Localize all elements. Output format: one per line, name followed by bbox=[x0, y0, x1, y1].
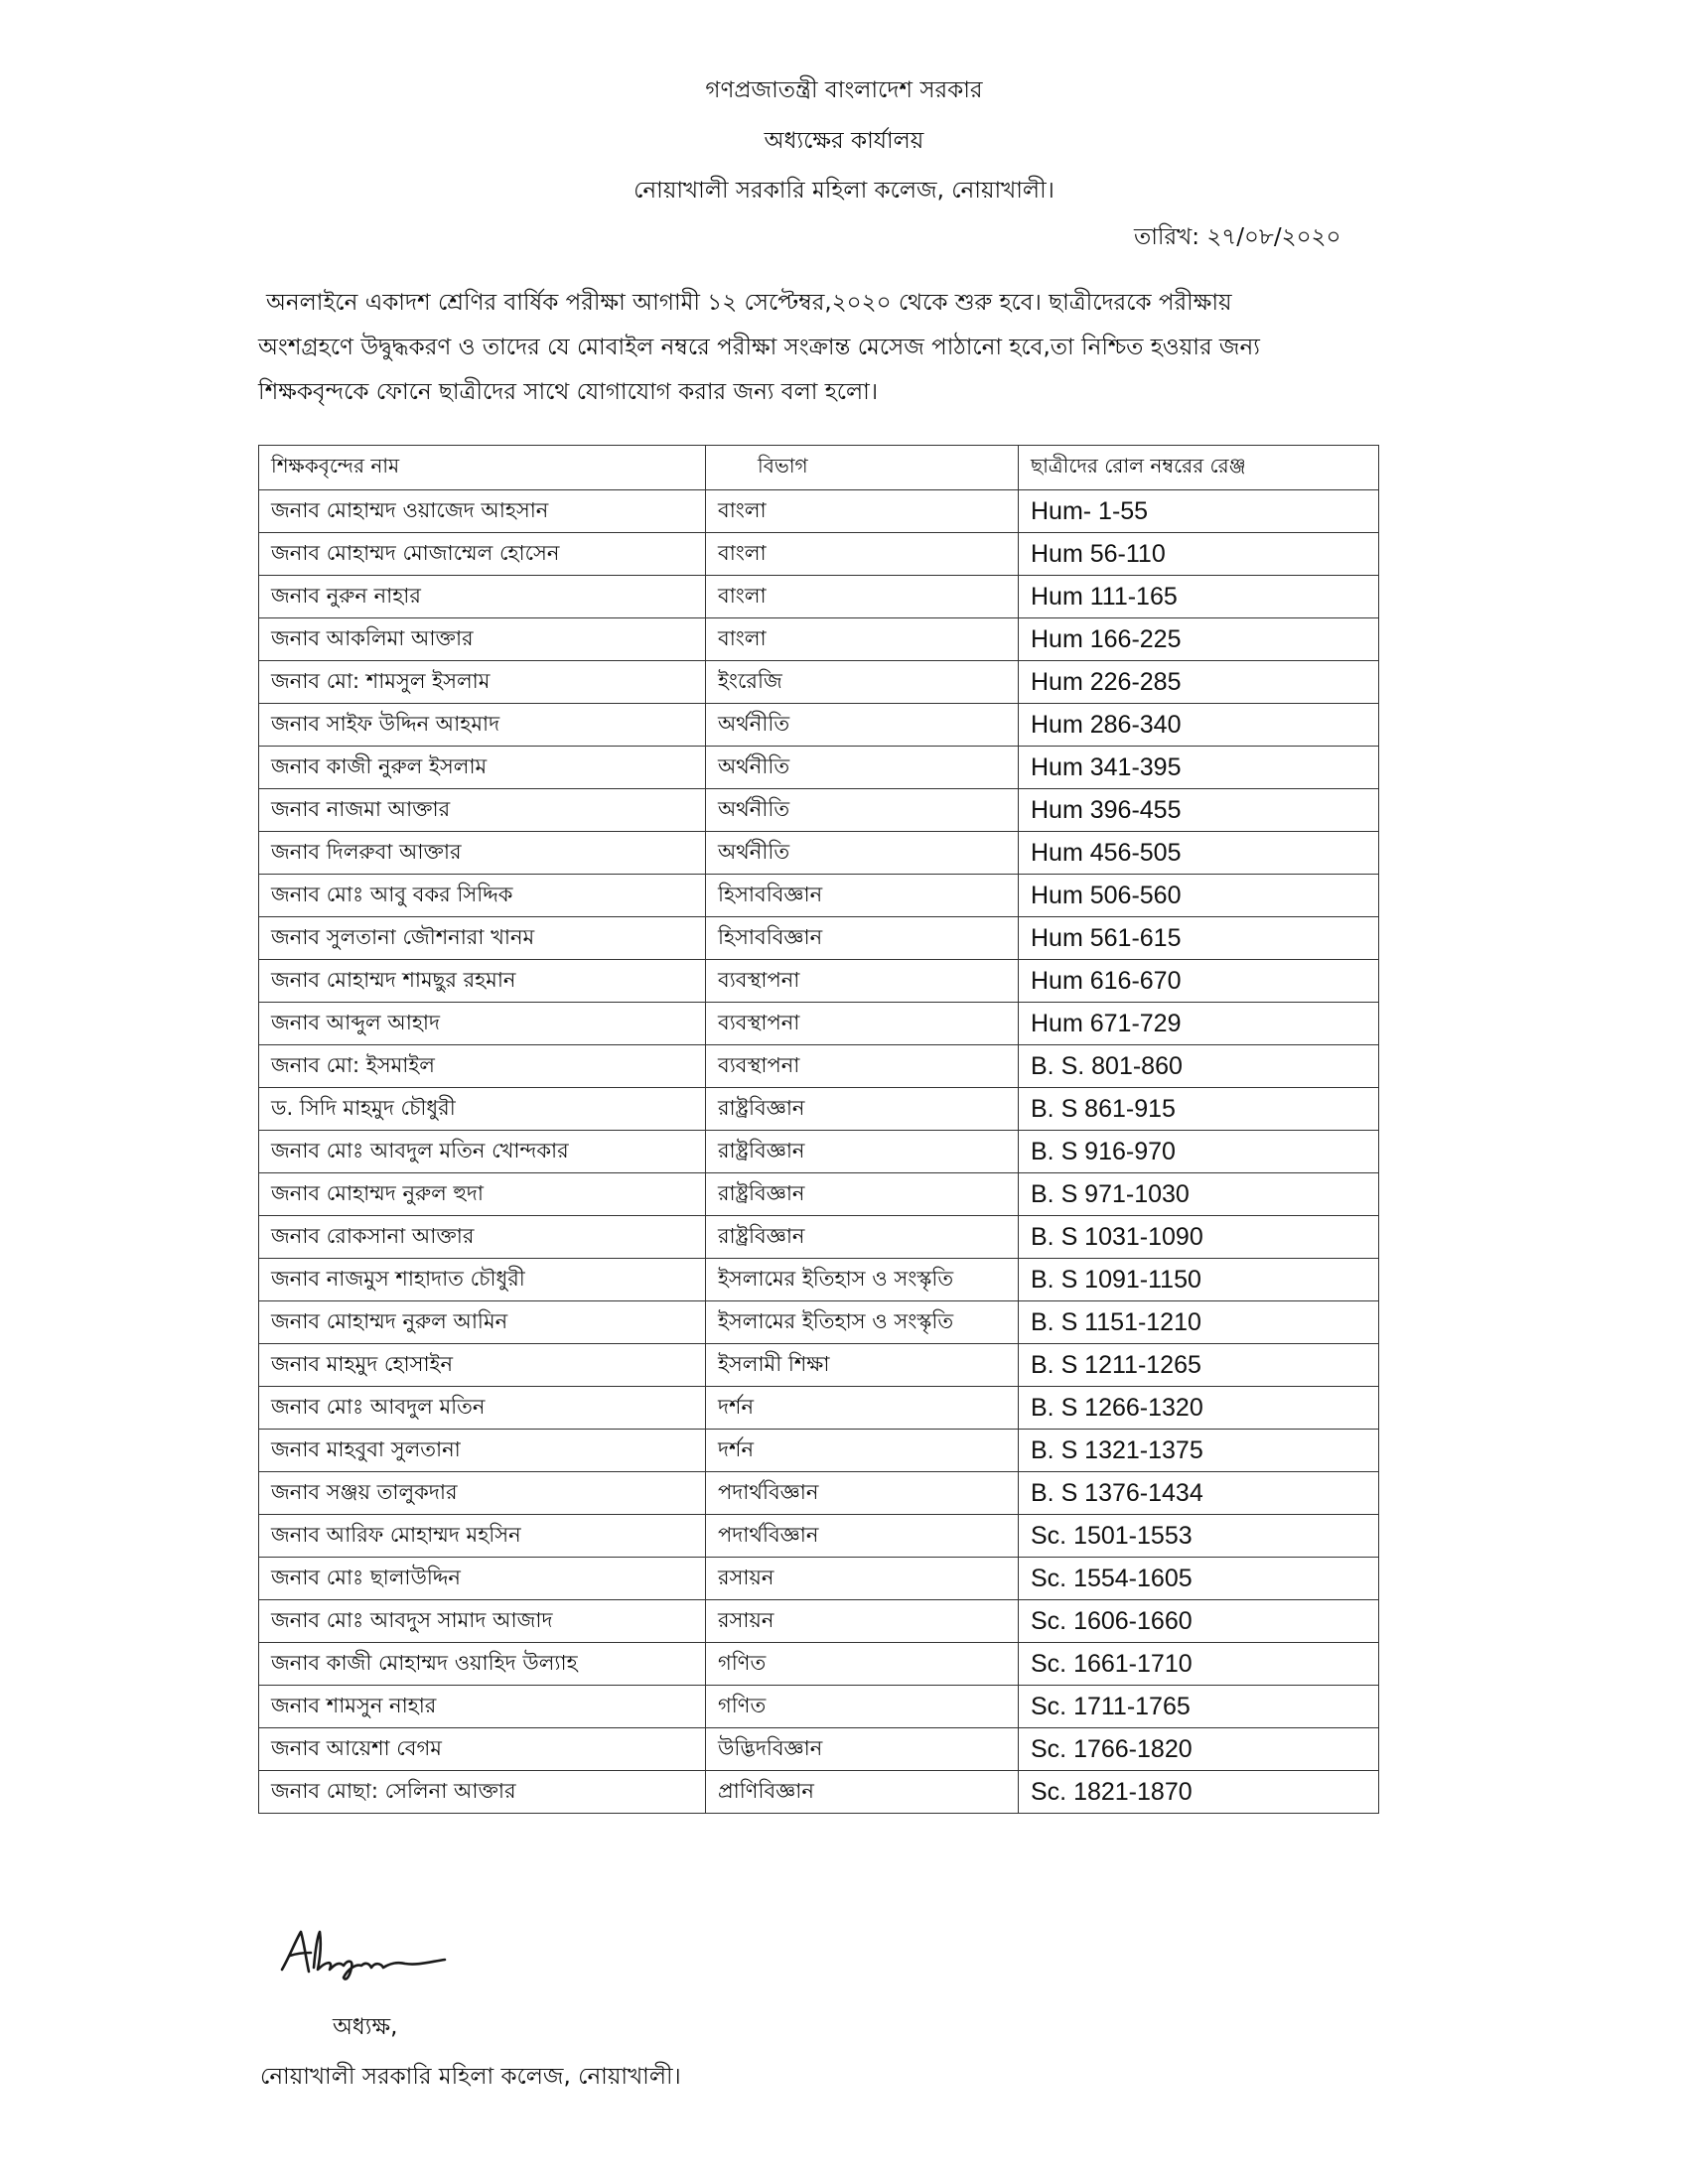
teacher-name-cell: জনাব সঞ্জয় তালুকদার bbox=[259, 1472, 706, 1515]
table-row bbox=[259, 1344, 1379, 1387]
department-cell: ইংরেজি bbox=[706, 661, 1019, 704]
table-row bbox=[259, 1515, 1379, 1558]
table-row bbox=[259, 618, 1379, 661]
table-row bbox=[259, 490, 1379, 533]
table-row bbox=[259, 960, 1379, 1003]
table-row bbox=[259, 1430, 1379, 1472]
teacher-name-cell: জনাব শামসুন নাহার bbox=[259, 1686, 706, 1728]
signature-image bbox=[274, 1926, 453, 1983]
roll-range-cell: Hum 166-225 bbox=[1019, 618, 1379, 661]
teacher-name-cell: জনাব মো: ইসমাইল bbox=[259, 1045, 706, 1088]
roll-range-cell: Hum 226-285 bbox=[1019, 661, 1379, 704]
teacher-name-cell: জনাব মোহাম্মদ শামছুর রহমান bbox=[259, 960, 706, 1003]
table-row bbox=[259, 1173, 1379, 1216]
department-cell: বাংলা bbox=[706, 618, 1019, 661]
roll-range-cell: B. S 916-970 bbox=[1019, 1131, 1379, 1173]
roll-range-cell: Sc. 1661-1710 bbox=[1019, 1643, 1379, 1686]
department-cell: ইসলামের ইতিহাস ও সংস্কৃতি bbox=[706, 1259, 1019, 1301]
teacher-name-cell: জনাব মো: শামসুল ইসলাম bbox=[259, 661, 706, 704]
department-cell: ব্যবস্থাপনা bbox=[706, 960, 1019, 1003]
table-row bbox=[259, 917, 1379, 960]
notice-line: শিক্ষকবৃন্দকে ফোনে ছাত্রীদের সাথে যোগাযোগ করার জন্য বলা হলো। bbox=[258, 379, 879, 405]
department-cell: রসায়ন bbox=[706, 1558, 1019, 1600]
teacher-name-cell: জনাব দিলরুবা আক্তার bbox=[259, 832, 706, 875]
department-cell: রাষ্ট্রবিজ্ঞান bbox=[706, 1088, 1019, 1131]
teacher-name-cell: জনাব আয়েশা বেগম bbox=[259, 1728, 706, 1771]
notice-body bbox=[258, 281, 1410, 415]
roll-range-cell: Sc. 1501-1553 bbox=[1019, 1515, 1379, 1558]
table-row bbox=[259, 1558, 1379, 1600]
principal-signature bbox=[274, 1926, 453, 1987]
department-cell: পদার্থবিজ্ঞান bbox=[706, 1472, 1019, 1515]
header-college: নোয়াখালী সরকারি মহিলা কলেজ, নোয়াখালী। bbox=[633, 178, 1055, 204]
table-row bbox=[259, 576, 1379, 618]
department-cell: পদার্থবিজ্ঞান bbox=[706, 1515, 1019, 1558]
teacher-name-cell: জনাব মোহাম্মদ ওয়াজেদ আহসান bbox=[259, 490, 706, 533]
table-row bbox=[259, 1259, 1379, 1301]
table-row bbox=[259, 1643, 1379, 1686]
table-row bbox=[259, 875, 1379, 917]
department-cell: গণিত bbox=[706, 1686, 1019, 1728]
roll-range-cell: Hum 111-165 bbox=[1019, 576, 1379, 618]
department-cell: রাষ্ট্রবিজ্ঞান bbox=[706, 1131, 1019, 1173]
roll-range-cell: Sc. 1554-1605 bbox=[1019, 1558, 1379, 1600]
table-row bbox=[259, 1472, 1379, 1515]
table-row bbox=[259, 1088, 1379, 1131]
roll-range-cell: Hum 506-560 bbox=[1019, 875, 1379, 917]
teacher-name-cell: জনাব মোহাম্মদ নুরুল আমিন bbox=[259, 1301, 706, 1344]
teacher-name-cell: জনাব নুরুন নাহার bbox=[259, 576, 706, 618]
roll-range-cell: B. S 1266-1320 bbox=[1019, 1387, 1379, 1430]
roll-range-cell: Hum 671-729 bbox=[1019, 1003, 1379, 1045]
department-cell: দর্শন bbox=[706, 1430, 1019, 1472]
table-row bbox=[259, 1216, 1379, 1259]
teacher-name-cell: জনাব আকলিমা আক্তার bbox=[259, 618, 706, 661]
department-cell: উদ্ভিদবিজ্ঞান bbox=[706, 1728, 1019, 1771]
department-cell: অর্থনীতি bbox=[706, 832, 1019, 875]
principal-designation: অধ্যক্ষ, bbox=[333, 2014, 398, 2040]
roll-range-cell: B. S. 801-860 bbox=[1019, 1045, 1379, 1088]
teacher-name-cell: জনাব মাহবুবা সুলতানা bbox=[259, 1430, 706, 1472]
table-row bbox=[259, 1045, 1379, 1088]
table-row bbox=[259, 747, 1379, 789]
teacher-name-cell: জনাব কাজী নুরুল ইসলাম bbox=[259, 747, 706, 789]
roll-range-cell: Hum 456-505 bbox=[1019, 832, 1379, 875]
table-row bbox=[259, 533, 1379, 576]
department-cell: ইসলামী শিক্ষা bbox=[706, 1344, 1019, 1387]
teacher-name-cell: জনাব সুলতানা জৌশনারা খানম bbox=[259, 917, 706, 960]
department-cell: রসায়ন bbox=[706, 1600, 1019, 1643]
teacher-name-cell: জনাব মোঃ আবু বকর সিদ্দিক bbox=[259, 875, 706, 917]
department-cell: রাষ্ট্রবিজ্ঞান bbox=[706, 1216, 1019, 1259]
department-cell: বাংলা bbox=[706, 490, 1019, 533]
column-header-department: বিভাগ bbox=[706, 446, 1019, 490]
roll-range-cell: Sc. 1766-1820 bbox=[1019, 1728, 1379, 1771]
roll-range-cell: Sc. 1711-1765 bbox=[1019, 1686, 1379, 1728]
table-row bbox=[259, 832, 1379, 875]
column-header-teacher: শিক্ষকবৃন্দের নাম bbox=[259, 446, 706, 490]
department-cell: রাষ্ট্রবিজ্ঞান bbox=[706, 1173, 1019, 1216]
department-cell: অর্থনীতি bbox=[706, 789, 1019, 832]
header-office: অধ্যক্ষের কার্যালয় bbox=[764, 128, 924, 154]
roll-range-cell: B. S 1031-1090 bbox=[1019, 1216, 1379, 1259]
notice-date: তারিখ: ২৭/০৮/২০২০ bbox=[1134, 224, 1341, 250]
teacher-name-cell: জনাব রোকসানা আক্তার bbox=[259, 1216, 706, 1259]
table-row bbox=[259, 1686, 1379, 1728]
roll-range-cell: Sc. 1821-1870 bbox=[1019, 1771, 1379, 1814]
department-cell: ইসলামের ইতিহাস ও সংস্কৃতি bbox=[706, 1301, 1019, 1344]
table-row bbox=[259, 1728, 1379, 1771]
roll-range-cell: Hum 56-110 bbox=[1019, 533, 1379, 576]
teacher-name-cell: জনাব মোঃ আবদুল মতিন bbox=[259, 1387, 706, 1430]
roll-range-cell: Hum 616-670 bbox=[1019, 960, 1379, 1003]
teacher-name-cell: জনাব মোহাম্মদ নুরুল হুদা bbox=[259, 1173, 706, 1216]
table-row bbox=[259, 1301, 1379, 1344]
roll-range-cell: B. S 1151-1210 bbox=[1019, 1301, 1379, 1344]
roll-range-cell: B. S 1376-1434 bbox=[1019, 1472, 1379, 1515]
teacher-name-cell: জনাব আরিফ মোহাম্মদ মহসিন bbox=[259, 1515, 706, 1558]
department-cell: অর্থনীতি bbox=[706, 747, 1019, 789]
roll-range-cell: Sc. 1606-1660 bbox=[1019, 1600, 1379, 1643]
department-cell: হিসাববিজ্ঞান bbox=[706, 875, 1019, 917]
teacher-name-cell: জনাব নাজমা আক্তার bbox=[259, 789, 706, 832]
roll-range-cell: B. S 1211-1265 bbox=[1019, 1344, 1379, 1387]
teacher-assignment-table bbox=[258, 445, 1379, 1814]
roll-range-cell: Hum- 1-55 bbox=[1019, 490, 1379, 533]
table-row bbox=[259, 789, 1379, 832]
table-row bbox=[259, 704, 1379, 747]
roll-range-cell: B. S 1321-1375 bbox=[1019, 1430, 1379, 1472]
teacher-name-cell: ড. সিদি মাহমুদ চৌধুরী bbox=[259, 1088, 706, 1131]
notice-line: অনলাইনে একাদশ শ্রেণির বার্ষিক পরীক্ষা আগামী ১২ সেপ্টেম্বর,২০২০ থেকে শুরু হবে। ছাত্রীদেরকে পরীক্ষায় bbox=[266, 290, 1232, 316]
teacher-name-cell: জনাব মাহমুদ হোসাইন bbox=[259, 1344, 706, 1387]
department-cell: হিসাববিজ্ঞান bbox=[706, 917, 1019, 960]
teacher-name-cell: জনাব মোঃ আবদুস সামাদ আজাদ bbox=[259, 1600, 706, 1643]
department-cell: ব্যবস্থাপনা bbox=[706, 1045, 1019, 1088]
table-row bbox=[259, 661, 1379, 704]
roll-range-cell: B. S 1091-1150 bbox=[1019, 1259, 1379, 1301]
department-cell: অর্থনীতি bbox=[706, 704, 1019, 747]
header-government: গণপ্রজাতন্ত্রী বাংলাদেশ সরকার bbox=[705, 77, 983, 103]
roll-range-cell: Hum 561-615 bbox=[1019, 917, 1379, 960]
table-row bbox=[259, 1600, 1379, 1643]
notice-line: অংশগ্রহণে উদ্বুদ্ধকরণ ও তাদের যে মোবাইল নম্বরে পরীক্ষা সংক্রান্ত মেসেজ পাঠানো হবে,তা নিশ্চিত হওয়ার জন্য bbox=[258, 335, 1260, 360]
teacher-name-cell: জনাব মোহাম্মদ মোজাম্মেল হোসেন bbox=[259, 533, 706, 576]
department-cell: দর্শন bbox=[706, 1387, 1019, 1430]
table-body bbox=[259, 490, 1379, 1814]
roll-range-cell: Hum 341-395 bbox=[1019, 747, 1379, 789]
department-cell: বাংলা bbox=[706, 533, 1019, 576]
teacher-name-cell: জনাব মোছা: সেলিনা আক্তার bbox=[259, 1771, 706, 1814]
department-cell: বাংলা bbox=[706, 576, 1019, 618]
table-row bbox=[259, 1131, 1379, 1173]
department-cell: গণিত bbox=[706, 1643, 1019, 1686]
table-row bbox=[259, 1387, 1379, 1430]
teacher-name-cell: জনাব সাইফ উদ্দিন আহমাদ bbox=[259, 704, 706, 747]
teacher-name-cell: জনাব মোঃ ছালাউদ্দিন bbox=[259, 1558, 706, 1600]
department-cell: ব্যবস্থাপনা bbox=[706, 1003, 1019, 1045]
roll-range-cell: Hum 396-455 bbox=[1019, 789, 1379, 832]
teacher-name-cell: জনাব মোঃ আবদুল মতিন খোন্দকার bbox=[259, 1131, 706, 1173]
teacher-name-cell: জনাব কাজী মোহাম্মদ ওয়াহিদ উল্যাহ bbox=[259, 1643, 706, 1686]
table-row bbox=[259, 1771, 1379, 1814]
roll-range-cell: Hum 286-340 bbox=[1019, 704, 1379, 747]
column-header-roll-range: ছাত্রীদের রোল নম্বরের রেঞ্জ bbox=[1019, 446, 1379, 490]
department-cell: প্রাণিবিজ্ঞান bbox=[706, 1771, 1019, 1814]
roll-range-cell: B. S 971-1030 bbox=[1019, 1173, 1379, 1216]
teacher-name-cell: জনাব আব্দুল আহাদ bbox=[259, 1003, 706, 1045]
teacher-name-cell: জনাব নাজমুস শাহাদাত চৌধুরী bbox=[259, 1259, 706, 1301]
table-row bbox=[259, 1003, 1379, 1045]
roll-range-cell: B. S 861-915 bbox=[1019, 1088, 1379, 1131]
table-header-row bbox=[259, 446, 1379, 490]
principal-college: নোয়াখালী সরকারি মহিলা কলেজ, নোয়াখালী। bbox=[260, 2064, 681, 2090]
